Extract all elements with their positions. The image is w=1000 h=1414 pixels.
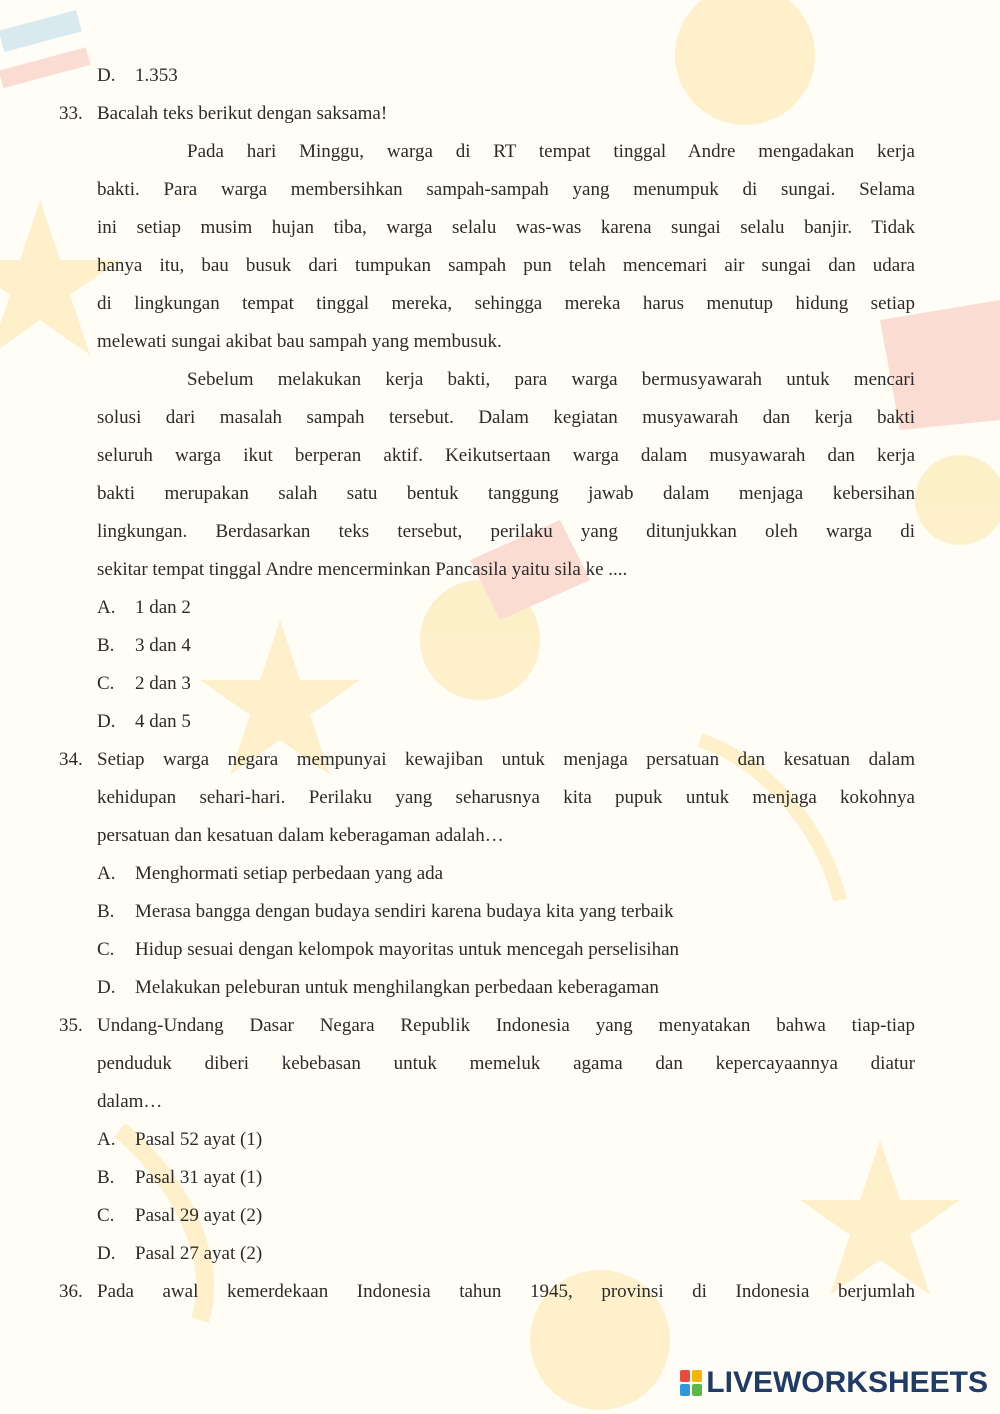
liveworksheets-logo[interactable]: [680, 1366, 988, 1400]
q33-paragraph-1-line: bakti. Para warga membersihkan sampah-sampah yang menumpuk di sungai. Selama: [97, 179, 915, 200]
q34-option-a-letter: A.: [97, 863, 116, 884]
q33-option-b-text[interactable]: 3 dan 4: [135, 635, 191, 656]
q34-option-c-letter: C.: [97, 939, 115, 960]
q34-option-d-text[interactable]: Melakukan peleburan untuk menghilangkan perbedaan keberagaman: [135, 977, 659, 998]
question-34-line: Setiap warga negara mempunyai kewajiban untuk menjaga persatuan dan kesatuan dalam: [97, 749, 915, 770]
q33-option-a-letter: A.: [97, 597, 116, 618]
q33-paragraph-1-line: Pada hari Minggu, warga di RT tempat tinggal Andre mengadakan kerja: [187, 141, 915, 162]
q33-option-c-text[interactable]: 2 dan 3: [135, 673, 191, 694]
question-33-number: 33.: [59, 103, 83, 124]
logo-tile-yellow: [692, 1370, 702, 1382]
q35-option-a-text[interactable]: Pasal 52 ayat (1): [135, 1129, 263, 1150]
question-35-line: dalam…: [97, 1091, 163, 1112]
q35-option-b-letter: B.: [97, 1167, 115, 1188]
q35-option-d-letter: D.: [97, 1243, 116, 1264]
q33-paragraph-2-line: Sebelum melakukan kerja bakti, para warga bermusyawarah untuk mencari: [187, 369, 915, 390]
question-34-number: 34.: [59, 749, 83, 770]
q33-paragraph-1-line: melewati sungai akibat bau sampah yang membusuk.: [97, 331, 502, 352]
q33-option-c-letter: C.: [97, 673, 115, 694]
q33-paragraph-1-line: ini setiap musim hujan tiba, warga selalu was-was karena sungai selalu banjir. Tidak: [97, 217, 915, 238]
q33-option-d-text[interactable]: 4 dan 5: [135, 711, 191, 732]
question-34-line: persatuan dan kesatuan dalam keberagaman adalah…: [97, 825, 504, 846]
q34-option-d-letter: D.: [97, 977, 116, 998]
logo-tile-blue: [680, 1384, 690, 1396]
q33-paragraph-1-line: di lingkungan tempat tinggal mereka, sehingga mereka harus menutup hidung setiap: [97, 293, 915, 314]
liveworksheets-logo-text: LIVEWORKSHEETS: [706, 1366, 988, 1399]
q35-option-b-text[interactable]: Pasal 31 ayat (1): [135, 1167, 263, 1188]
prev-option-d-letter: D.: [97, 65, 116, 86]
q35-option-a-letter: A.: [97, 1129, 116, 1150]
q33-paragraph-1-line: hanya itu, bau busuk dari tumpukan sampah pun telah mencemari air sungai dan udara: [97, 255, 915, 276]
q33-paragraph-2-line: bakti merupakan salah satu bentuk tanggung jawab dalam menjaga kebersihan: [97, 483, 915, 504]
q33-paragraph-2-line: solusi dari masalah sampah tersebut. Dalam kegiatan musyawarah dan kerja bakti: [97, 407, 915, 428]
q35-option-c-text[interactable]: Pasal 29 ayat (2): [135, 1205, 263, 1226]
q34-option-a-text[interactable]: Menghormati setiap perbedaan yang ada: [135, 863, 444, 884]
q34-option-b-text[interactable]: Merasa bangga dengan budaya sendiri karena budaya kita yang terbaik: [135, 901, 674, 922]
question-36-number: 36.: [59, 1281, 83, 1302]
q33-option-b-letter: B.: [97, 635, 115, 656]
question-35-number: 35.: [59, 1015, 83, 1036]
q34-option-b-letter: B.: [97, 901, 115, 922]
q33-option-d-letter: D.: [97, 711, 116, 732]
question-34-line: kehidupan sehari-hari. Perilaku yang seharusnya kita pupuk untuk menjaga kokohnya: [97, 787, 915, 808]
prev-option-d-text: 1.353: [135, 65, 178, 86]
q35-option-c-letter: C.: [97, 1205, 115, 1226]
question-35-line: penduduk diberi kebebasan untuk memeluk agama dan kepercayaannya diatur: [97, 1053, 915, 1074]
q33-paragraph-2-line: seluruh warga ikut berperan aktif. Keikutsertaan warga dalam musyawarah dan kerja: [97, 445, 915, 466]
logo-tile-red: [680, 1370, 690, 1382]
question-35-line: Undang-Undang Dasar Negara Republik Indonesia yang menyatakan bahwa tiap-tiap: [97, 1015, 915, 1036]
q33-option-a-text[interactable]: 1 dan 2: [135, 597, 191, 618]
q33-paragraph-2-line: lingkungan. Berdasarkan teks tersebut, perilaku yang ditunjukkan oleh warga di: [97, 521, 915, 542]
question-33-intro: Bacalah teks berikut dengan saksama!: [97, 103, 388, 124]
liveworksheets-logo-icon: [680, 1370, 702, 1396]
question-36-line: Pada awal kemerdekaan Indonesia tahun 1945, provinsi di Indonesia berjumlah: [97, 1281, 915, 1302]
logo-tile-green: [692, 1384, 702, 1396]
q33-paragraph-2-line: sekitar tempat tinggal Andre mencerminkan Pancasila yaitu sila ke ....: [97, 559, 628, 580]
q35-option-d-text[interactable]: Pasal 27 ayat (2): [135, 1243, 263, 1264]
q34-option-c-text[interactable]: Hidup sesuai dengan kelompok mayoritas untuk mencegah perselisihan: [135, 939, 680, 960]
